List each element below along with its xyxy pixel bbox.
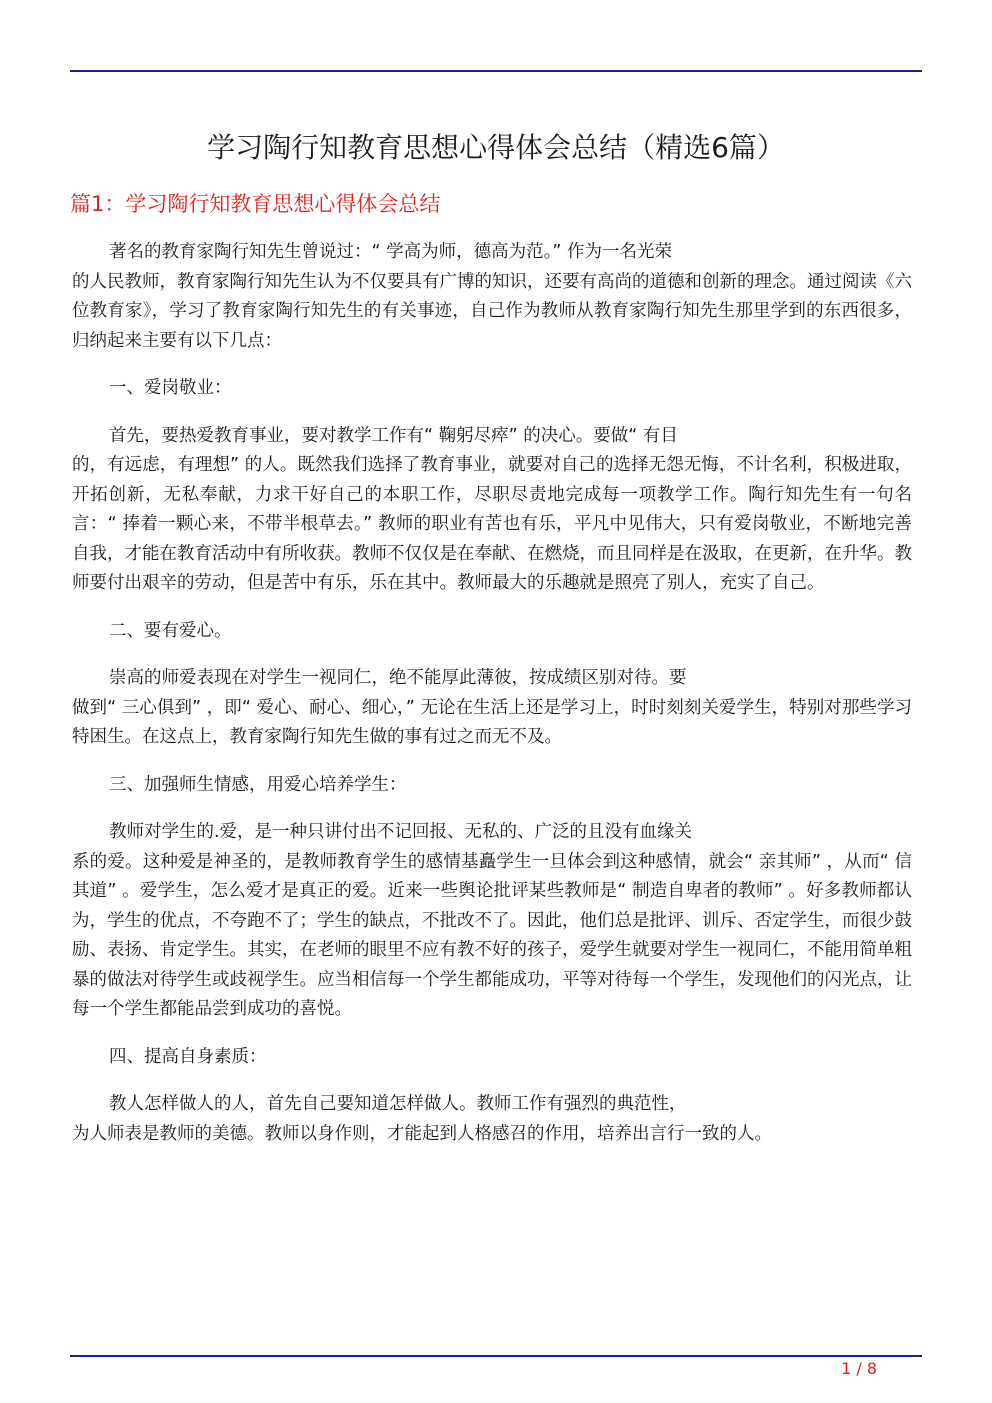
subheading-dedication: 一、爱岗敬业： — [109, 378, 232, 398]
paragraph-text: 的，有远虑，有理想” 的人。既然我们选择了教育事业，就要对自己的选择无怨无悔，不计名利，积极进取，开拓创新，无私奉献，力求干好自己的本职工作，尽职尽责地完成每一项教学工作。陶行知先生有一句名言：“ 捧着一颗心来，不带半根草去。” 教师的职业有苦也有乐，平凡中见伟大，只有爱岗敬业，不断地完善自我，才能在教育活动中有所收获。教师不仅仅是在奉献、在燃烧，而且同样是在汲取，在更新，在升华。教师要付出艰辛的劳动，但是苦中有乐，乐在其中。教师最大的乐趣就是照亮了别人，充实了自己。 — [72, 455, 912, 593]
document-body — [72, 238, 912, 1167]
footer-rule — [70, 1355, 922, 1357]
paragraph-first-line: 首先，要热爱教育事业，要对教学工作有“ 鞠躬尽瘁” 的决心。要做“ 有目 — [109, 425, 678, 446]
paragraph-first-line: 著名的教育家陶行知先生曾说过：“ 学高为师，德高为范。” 作为一名光荣 — [109, 242, 673, 262]
section-heading: 篇1：学习陶行知教育思想心得体会总结 — [70, 192, 441, 216]
paragraph-love — [72, 664, 912, 753]
paragraph-text: 做到“ 三心俱到” ，即“ 爱心、耐心、细心，” 无论在生活上还是学习上，时时刻刻关爱学生，特别对那些学习特困生。在这点上，教育家陶行知先生做的事有过之而无不及。 — [72, 697, 912, 747]
document-title: 学习陶行知教育思想心得体会总结（精选6篇） — [207, 131, 785, 164]
subheading-quality: 四、提高自身素质： — [109, 1046, 267, 1067]
paragraph-first-line: 教人怎样做人的人，首先自己要知道怎样做人。教师工作有强烈的典范性， — [109, 1094, 687, 1114]
paragraph-dedication — [72, 422, 912, 599]
subheading-emotion: 三、加强师生情感，用爱心培养学生： — [109, 774, 407, 795]
paragraph-text: 系的爱。这种爱是神圣的，是教师教育学生的感情基矗学生一旦体会到这种感情，就会“ 亲其师” ，从而“ 信其道” 。爱学生，怎么爱才是真正的爱。近来一些舆论批评某些教师是“ 制造自卑者的教师” 。好多教师都认为，学生的优点，不夸跑不了；学生的缺点，不批改不了。因此，他们总是批评、训斥、否定学生，而很少鼓励、表扬、肯定学生。其实，在老师的眼里不应有教不好的孩子，爱学生就要对学生一视同仁，不能用简单粗暴的做法对待学生或歧视学生。应当相信每一个学生都能成功，平等对待每一个学生，发现他们的闪光点，让每一个学生都能品尝到成功的喜悦。 — [72, 851, 912, 1019]
paragraph-quality — [72, 1090, 912, 1149]
page-number: 1 / 8 — [841, 1359, 877, 1378]
paragraph-first-line: 崇高的师爱表现在对学生一视同仁，绝不能厚此薄彼，按成绩区别对待。要 — [109, 668, 687, 688]
paragraph-first-line: 教师对学生的.爱，是一种只讲付出不记回报、无私的、广泛的且没有血缘关 — [109, 822, 693, 842]
header-rule — [70, 70, 922, 72]
paragraph-text: 的人民教师，教育家陶行知先生认为不仅要具有广博的知识，还要有高尚的道德和创新的理念。通过阅读《六位教育家》，学习了教育家陶行知先生的有关事迹，自己作为教师从教育家陶行知先生那里学到的东西很多，归纳起来主要有以下几点： — [72, 271, 912, 351]
paragraph-emotion — [72, 818, 912, 1025]
subheading-love: 二、要有爱心。 — [109, 620, 232, 641]
paragraph-intro — [72, 238, 912, 356]
paragraph-text: 为人师表是教师的美德。教师以身作则，才能起到人格感召的作用，培养出言行一致的人。 — [72, 1123, 772, 1144]
